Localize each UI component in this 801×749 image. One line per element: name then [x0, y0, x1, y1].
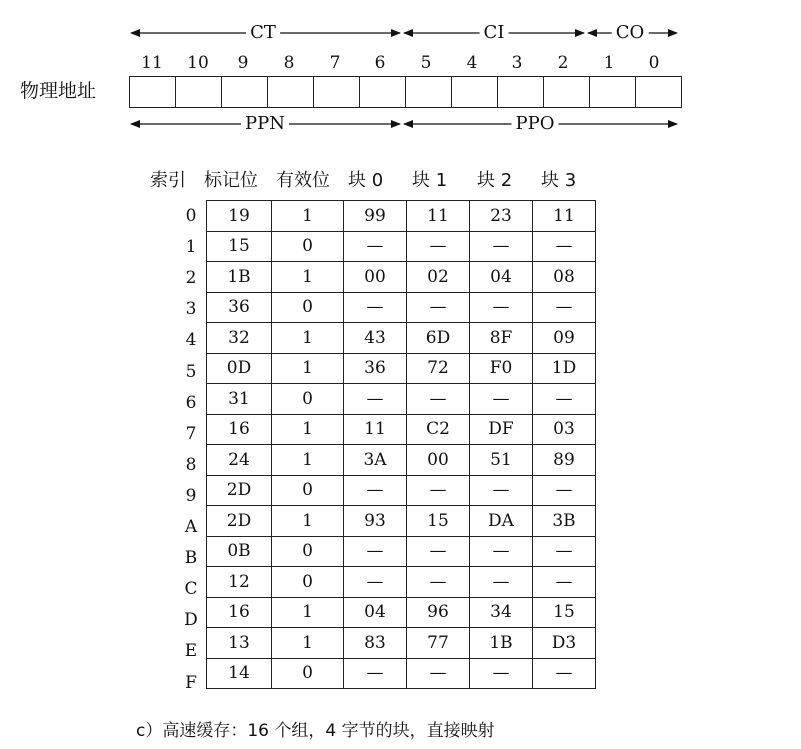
block-0-cell: — — [344, 475, 407, 506]
valid-cell: 0 — [272, 536, 344, 567]
table-row — [207, 323, 596, 354]
tag-cell: 2D — [207, 475, 272, 506]
table-row — [207, 384, 596, 415]
table-row — [207, 353, 596, 384]
bit-label: 3 — [511, 53, 523, 73]
block-2-cell: — — [470, 658, 533, 689]
block-1-cell: 77 — [407, 628, 470, 659]
bit-label: 0 — [648, 53, 660, 73]
table-row — [207, 597, 596, 628]
row-index-label: A — [184, 517, 198, 537]
block-0-cell: — — [344, 536, 407, 567]
tag-cell: 36 — [207, 292, 272, 323]
table-row — [207, 536, 596, 567]
block-2-cell: 1B — [470, 628, 533, 659]
valid-cell: 0 — [272, 292, 344, 323]
block-2-cell: — — [470, 567, 533, 598]
header-tag: 标记位 — [204, 170, 258, 191]
valid-cell: 0 — [272, 231, 344, 262]
bit-cell — [360, 77, 406, 107]
table-row — [207, 628, 596, 659]
block-1-cell: 11 — [407, 201, 470, 232]
block-1-cell: — — [407, 658, 470, 689]
row-index-label: C — [184, 579, 198, 600]
tag-cell: 0B — [207, 536, 272, 567]
bit-cell — [222, 77, 268, 107]
header-valid: 有效位 — [276, 170, 330, 191]
block-3-cell: 1D — [533, 353, 596, 384]
bit-cell — [176, 77, 222, 107]
block-2-cell: — — [470, 536, 533, 567]
header-block-2: 块 2 — [477, 170, 513, 191]
valid-cell: 1 — [272, 353, 344, 384]
row-index-label: 6 — [185, 392, 197, 413]
block-0-cell: 04 — [344, 597, 407, 628]
row-index-label: 2 — [185, 268, 197, 289]
table-row — [207, 506, 596, 537]
block-1-cell: 15 — [407, 506, 470, 537]
block-3-cell: — — [533, 231, 596, 262]
valid-cell: 0 — [272, 567, 344, 598]
tag-cell: 16 — [207, 597, 272, 628]
bit-label: 9 — [237, 53, 249, 73]
block-3-cell: 03 — [533, 414, 596, 445]
bit-cell — [314, 77, 360, 107]
row-index-label: 4 — [185, 330, 197, 351]
header-block-0: 块 0 — [348, 170, 384, 191]
block-0-cell: — — [344, 567, 407, 598]
block-1-cell: — — [407, 536, 470, 567]
block-0-cell: 43 — [344, 323, 407, 354]
tag-cell: 14 — [207, 658, 272, 689]
physical-address-label: 物理地址 — [20, 80, 97, 102]
table-row — [207, 445, 596, 476]
header-block-1: 块 1 — [412, 170, 448, 191]
header-index: 索引 — [150, 170, 186, 191]
row-index-label: B — [184, 548, 198, 569]
bit-label: 8 — [283, 53, 295, 73]
bit-label: 2 — [557, 53, 569, 73]
block-2-cell: — — [470, 292, 533, 323]
block-0-cell: 00 — [344, 262, 407, 293]
valid-cell: 0 — [272, 475, 344, 506]
figure-caption: c）高速缓存：16 个组，4 字节的块，直接映射 — [136, 721, 495, 741]
block-2-cell: 51 — [470, 445, 533, 476]
valid-cell: 1 — [272, 597, 344, 628]
block-1-cell: — — [407, 292, 470, 323]
bit-cell — [268, 77, 314, 107]
tag-cell: 15 — [207, 231, 272, 262]
bit-label: 11 — [141, 53, 163, 73]
block-3-cell: 09 — [533, 323, 596, 354]
table-row — [207, 262, 596, 293]
block-0-cell: — — [344, 384, 407, 415]
block-2-cell: 04 — [470, 262, 533, 293]
block-3-cell: 08 — [533, 262, 596, 293]
row-index-label: F — [185, 672, 197, 693]
ppo-label: PPO — [512, 114, 559, 134]
block-1-cell: 02 — [407, 262, 470, 293]
block-3-cell: 3B — [533, 506, 596, 537]
block-1-cell: 96 — [407, 597, 470, 628]
table-row — [207, 231, 596, 262]
bit-cell — [498, 77, 544, 107]
ci-label: CI — [480, 23, 509, 43]
tag-cell: 31 — [207, 384, 272, 415]
block-1-cell: 6D — [407, 323, 470, 354]
block-2-cell: DF — [470, 414, 533, 445]
block-3-cell: — — [533, 567, 596, 598]
header-block-3: 块 3 — [541, 170, 577, 191]
address-register — [129, 76, 682, 108]
block-2-cell: — — [470, 231, 533, 262]
block-2-cell: DA — [470, 506, 533, 537]
valid-cell: 1 — [272, 445, 344, 476]
block-0-cell: 93 — [344, 506, 407, 537]
block-0-cell: 99 — [344, 201, 407, 232]
block-3-cell: — — [533, 658, 596, 689]
bit-label: 5 — [420, 53, 432, 73]
bit-label: 6 — [374, 53, 386, 73]
block-3-cell: 11 — [533, 201, 596, 232]
block-3-cell: D3 — [533, 628, 596, 659]
tag-cell: 32 — [207, 323, 272, 354]
block-3-cell: — — [533, 475, 596, 506]
block-3-cell: — — [533, 292, 596, 323]
block-3-cell: — — [533, 536, 596, 567]
table-row — [207, 201, 596, 232]
valid-cell: 1 — [272, 201, 344, 232]
block-1-cell: C2 — [407, 414, 470, 445]
block-0-cell: 3A — [344, 445, 407, 476]
block-1-cell: — — [407, 475, 470, 506]
valid-cell: 1 — [272, 628, 344, 659]
row-index-label: 9 — [185, 485, 197, 506]
valid-cell: 1 — [272, 414, 344, 445]
block-2-cell: — — [470, 475, 533, 506]
block-0-cell: 36 — [344, 353, 407, 384]
valid-cell: 1 — [272, 323, 344, 354]
tag-cell: 13 — [207, 628, 272, 659]
block-0-cell: — — [344, 658, 407, 689]
block-2-cell: F0 — [470, 353, 533, 384]
valid-cell: 0 — [272, 658, 344, 689]
block-0-cell: — — [344, 231, 407, 262]
ppn-label: PPN — [241, 114, 289, 134]
bit-cell — [636, 77, 682, 107]
bit-cell — [544, 77, 590, 107]
table-row — [207, 475, 596, 506]
bit-label: 1 — [603, 53, 615, 73]
block-0-cell: — — [344, 292, 407, 323]
table-row — [207, 414, 596, 445]
tag-cell: 19 — [207, 201, 272, 232]
tag-cell: 16 — [207, 414, 272, 445]
cache-table — [206, 200, 596, 689]
tag-cell: 1B — [207, 262, 272, 293]
bit-cell — [452, 77, 498, 107]
block-1-cell: 72 — [407, 353, 470, 384]
tag-cell: 12 — [207, 567, 272, 598]
block-2-cell: 23 — [470, 201, 533, 232]
co-label: CO — [612, 23, 649, 43]
table-row — [207, 658, 596, 689]
valid-cell: 1 — [272, 262, 344, 293]
block-3-cell: — — [533, 384, 596, 415]
block-3-cell: 15 — [533, 597, 596, 628]
block-1-cell: — — [407, 231, 470, 262]
row-index-label: 8 — [185, 454, 197, 475]
block-2-cell: 34 — [470, 597, 533, 628]
block-2-cell: 8F — [470, 323, 533, 354]
row-index-label: 5 — [185, 361, 197, 382]
valid-cell: 0 — [272, 384, 344, 415]
row-index-label: 7 — [185, 423, 197, 444]
block-0-cell: 11 — [344, 414, 407, 445]
row-index-label: 1 — [185, 237, 197, 258]
table-row — [207, 567, 596, 598]
block-2-cell: — — [470, 384, 533, 415]
bit-label: 7 — [329, 53, 341, 73]
ct-label: CT — [246, 23, 280, 43]
row-index-label: 0 — [185, 206, 197, 226]
row-index-label: 3 — [185, 299, 197, 320]
valid-cell: 1 — [272, 506, 344, 537]
bit-cell — [406, 77, 452, 107]
tag-cell: 24 — [207, 445, 272, 476]
bit-cell — [590, 77, 636, 107]
row-index-label: E — [184, 641, 198, 662]
row-index-label: D — [184, 610, 198, 631]
block-0-cell: 83 — [344, 628, 407, 659]
bit-cell — [130, 77, 176, 107]
block-3-cell: 89 — [533, 445, 596, 476]
table-row — [207, 292, 596, 323]
bit-label: 4 — [466, 53, 478, 73]
block-1-cell: 00 — [407, 445, 470, 476]
tag-cell: 0D — [207, 353, 272, 384]
bit-label: 10 — [187, 53, 209, 73]
tag-cell: 2D — [207, 506, 272, 537]
block-1-cell: — — [407, 567, 470, 598]
block-1-cell: — — [407, 384, 470, 415]
